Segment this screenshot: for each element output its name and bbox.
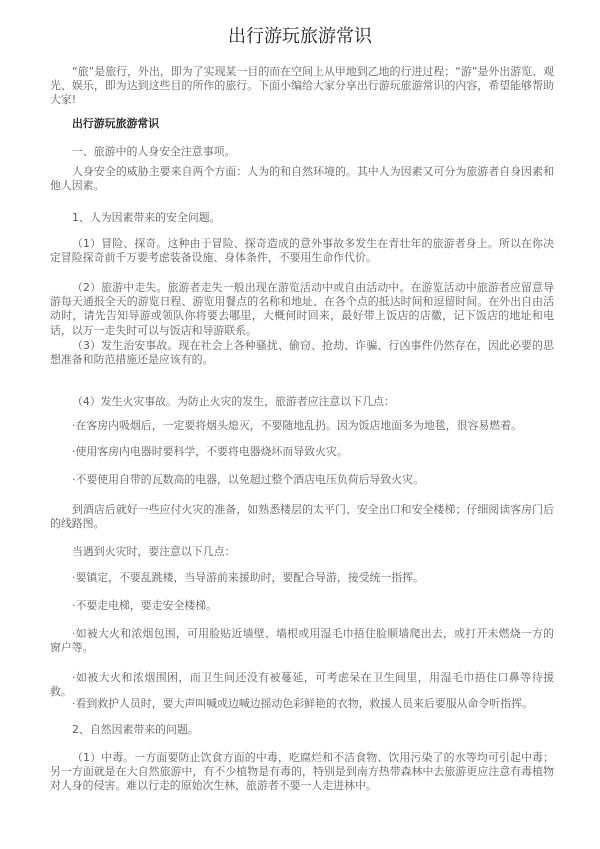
section-heading: 出行游玩旅游常识 xyxy=(72,117,160,130)
bullet-item: ·要镇定，不要乱跳楼，当导游前来援助时，要配合导游，接受统一指挥。 xyxy=(72,571,424,584)
page-title: 出行游玩旅游常识 xyxy=(228,26,372,47)
subheading-1: 一、旅游中的人身安全注意事项。 xyxy=(72,145,236,158)
paragraph: （3）发生治安事故。现在社会上各种骚扰、偷窃、抢劫、诈骗、行凶事件仍然存在，因此必要的思想准备和防范措施还是应该有的。 xyxy=(50,339,554,367)
bullet-item: ·看到救护人员时，要大声叫喊或边喊边摇动色彩鲜艳的衣物，救援人员来后要服从命令听指挥。 xyxy=(72,697,533,710)
paragraph: 到酒店后就好一些应付火灾的准备，如熟悉楼层的太平门、安全出口和安全楼梯；仔细阅读客房门后的线路图。 xyxy=(50,503,554,531)
bullet-item: ·不要使用自带的瓦数高的电器，以免超过整个酒店电压负荷后导致火灾。 xyxy=(72,473,424,486)
intro-paragraph: “旅”是旅行，外出，即为了实现某一目的而在空间上从甲地到乙地的行进过程；“游”是外出游览、观光、娱乐，即为达到这些目的所作的旅行。下面小编给大家分享出行游玩旅游常识的内容，希望能够帮助大家! xyxy=(50,65,554,107)
bullet-item: ·使用客房内电器时要科学，不要将电器烧坏而导致火灾。 xyxy=(72,445,348,458)
bullet-item: ·如被大火和浓烟围困，而卫生间还没有被蔓延，可考虑呆在卫生间里，用湿毛巾捂住口鼻等待援救。 xyxy=(50,671,554,699)
bullet-item: ·不要走电梯，要走安全楼梯。 xyxy=(72,599,218,612)
subheading-1-1: 1、人为因素带来的安全问题。 xyxy=(72,211,221,224)
paragraph: （4）发生火灾事故。为防止火灾的发生，旅游者应注意以下几点： xyxy=(72,395,395,408)
bullet-item: ·如被大火和浓烟包围，可用脸贴近墙壁、墙根或用湿毛巾捂住脸顺墙爬出去，或打开未燃烧一方的窗户等。 xyxy=(50,627,554,655)
paragraph: （1）中毒。一方面要防止饮食方面的中毒，吃腐烂和不洁食物、饮用污染了的水等均可引起中毒；另一方面就是在大自然旅游中，有不少植物是有毒的，特别是到南方热带森林中去旅游更应注意有毒植物对人身的侵害。难以行走的原始次生林，旅游者不要一人走进林中。 xyxy=(50,751,554,793)
bullet-item: ·在客房内吸烟后，一定要将烟头熄灭，不要随地乱扔。因为饭店地面多为地毯，很容易燃着。 xyxy=(72,419,522,432)
paragraph: （2）旅游中走失。旅游者走失一般出现在游览活动中或自由活动中。在游览活动中旅游者应留意导游每天通报全天的游览日程、游览用餐点的名称和地址、在各个点的抵达时间和逗留时间。在外出自由活动时，请先告知导游或领队你将要去哪里，大概何时回来，最好带上饭店的店徽，记下饭店的地址和电话，以万一走失时可以与饭店和导游联系。 xyxy=(50,281,554,337)
paragraph: 当遇到火灾时，要注意以下几点： xyxy=(72,545,236,558)
subheading-1-2: 2、自然因素带来的问题。 xyxy=(72,723,199,736)
paragraph: 人身安全的威胁主要来自两个方面：人为的和自然环境的。其中人为因素又可分为旅游者自身因素和他人因素。 xyxy=(50,165,554,193)
paragraph: （1）冒险、探奇。这种由于冒险、探奇造成的意外事故多发生在青壮年的旅游者身上。所以在你决定冒险探奇前千万要考虑装备设施、身体条件，不要用生命作代价。 xyxy=(50,237,554,265)
